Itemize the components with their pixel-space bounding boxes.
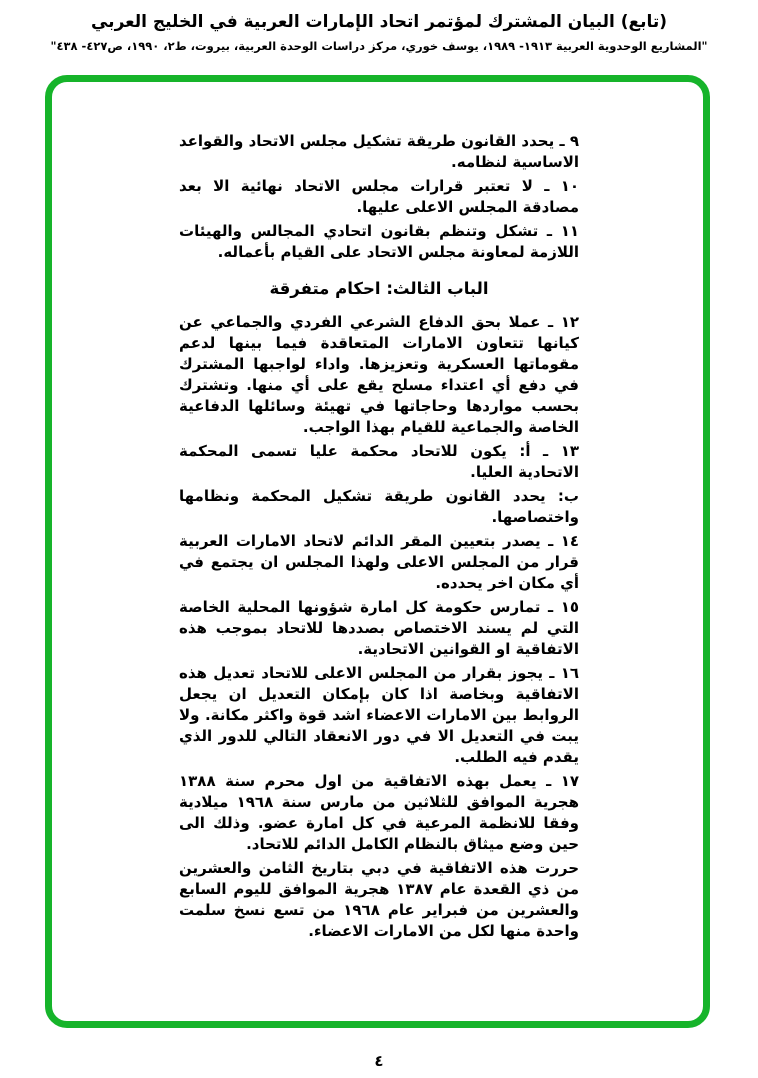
paragraph-item-16: ١٦ ـ يجوز بقرار من المجلس الاعلى للاتحاد تعديل هذه الاتفاقية وبخاصة اذا كان بإمكان التعديل ان يجعل الروابط بين الامارات الاعضاء اشد قوة واكثر مكانة. ولا يبت في التعديل الا في دور الانعقاد التالي للدور الذي يقدم فيه الطلب. <box>179 664 579 766</box>
paragraph-item-13a: ١٣ ـ أ: يكون للاتحاد محكمة عليا تسمى المحكمة الاتحادية العليا. <box>179 442 579 481</box>
paragraph-item-13b: ب: يحدد القانون طريقة تشكيل المحكمة ونظامها واختصاصها. <box>179 487 579 526</box>
page-number: ٤ <box>374 1052 384 1070</box>
paragraph-item-9: ٩ ـ يحدد القانون طريقة تشكيل مجلس الاتحاد والقواعد الاساسية لنظامه. <box>179 132 579 171</box>
document-source-citation: "المشاريع الوحدوية العربية ١٩١٣- ١٩٨٩، يوسف خوري، مركز دراسات الوحدة العربية، بيروت، ط٢، ١٩٩٠، ص٤٢٧- ٤٣٨" <box>50 39 708 53</box>
document-title: (تابع) البيان المشترك لمؤتمر اتحاد الإمارات العربية في الخليج العربي <box>90 12 668 32</box>
paragraph-item-12: ١٢ ـ عملا بحق الدفاع الشرعي الفردي والجماعي عن كيانها تتعاون الامارات المتعاقدة فيما بينها لدعم مقوماتها العسكرية وتعزيزها. واداء لواجبها المشترك في دفع أي اعتداء مسلح يقع على أي منها. وتشترك بحسب مواردها وحاجاتها في تهيئة وسائلها الدفاعية الخاصة والجماعية للقيام بهذا الواجب. <box>179 313 579 436</box>
document-body <box>179 131 579 945</box>
paragraph-item-17: ١٧ ـ يعمل بهذه الاتفاقية من اول محرم سنة ١٣٨٨ هجرية الموافق للثلاثين من مارس سنة ١٩٦٨ ميلادية وفقا للانظمة المرعية في كل امارة عضو. وذلك الى حين وضع ميثاق بالنظام الكامل الدائم للاتحاد. <box>179 772 579 853</box>
paragraph-closing: حررت هذه الاتفاقية في دبي بتاريخ الثامن والعشرين من ذي القعدة عام ١٣٨٧ هجرية الموافق لليوم السابع والعشرين من فبراير عام ١٩٦٨ من تسع نسخ سلمت واحدة منها لكل من الامارات الاعضاء. <box>179 859 579 940</box>
paragraph-item-11: ١١ ـ تشكل وتنظم بقانون اتحادي المجالس والهيئات اللازمة لمعاونة مجلس الاتحاد على القيام بأعماله. <box>179 222 579 261</box>
section-heading-chapter-three: الباب الثالث: احكام متفرقة <box>269 279 489 298</box>
page-header <box>0 12 758 53</box>
paragraph-item-14: ١٤ ـ يصدر بتعيين المقر الدائم لاتحاد الامارات العربية قرار من المجلس الاعلى ولهذا المجلس ان يجتمع في أي مكان اخر يحدده. <box>179 532 579 592</box>
paragraph-item-15: ١٥ ـ تمارس حكومة كل امارة شؤونها المحلية الخاصة التي لم يسند الاختصاص بصددها للاتحاد بموجب هذه الاتفاقية او القوانين الاتحادية. <box>179 598 579 658</box>
paragraph-item-10: ١٠ ـ لا تعتبر قرارات مجلس الاتحاد نهائية الا بعد مصادقة المجلس الاعلى عليها. <box>179 177 579 216</box>
